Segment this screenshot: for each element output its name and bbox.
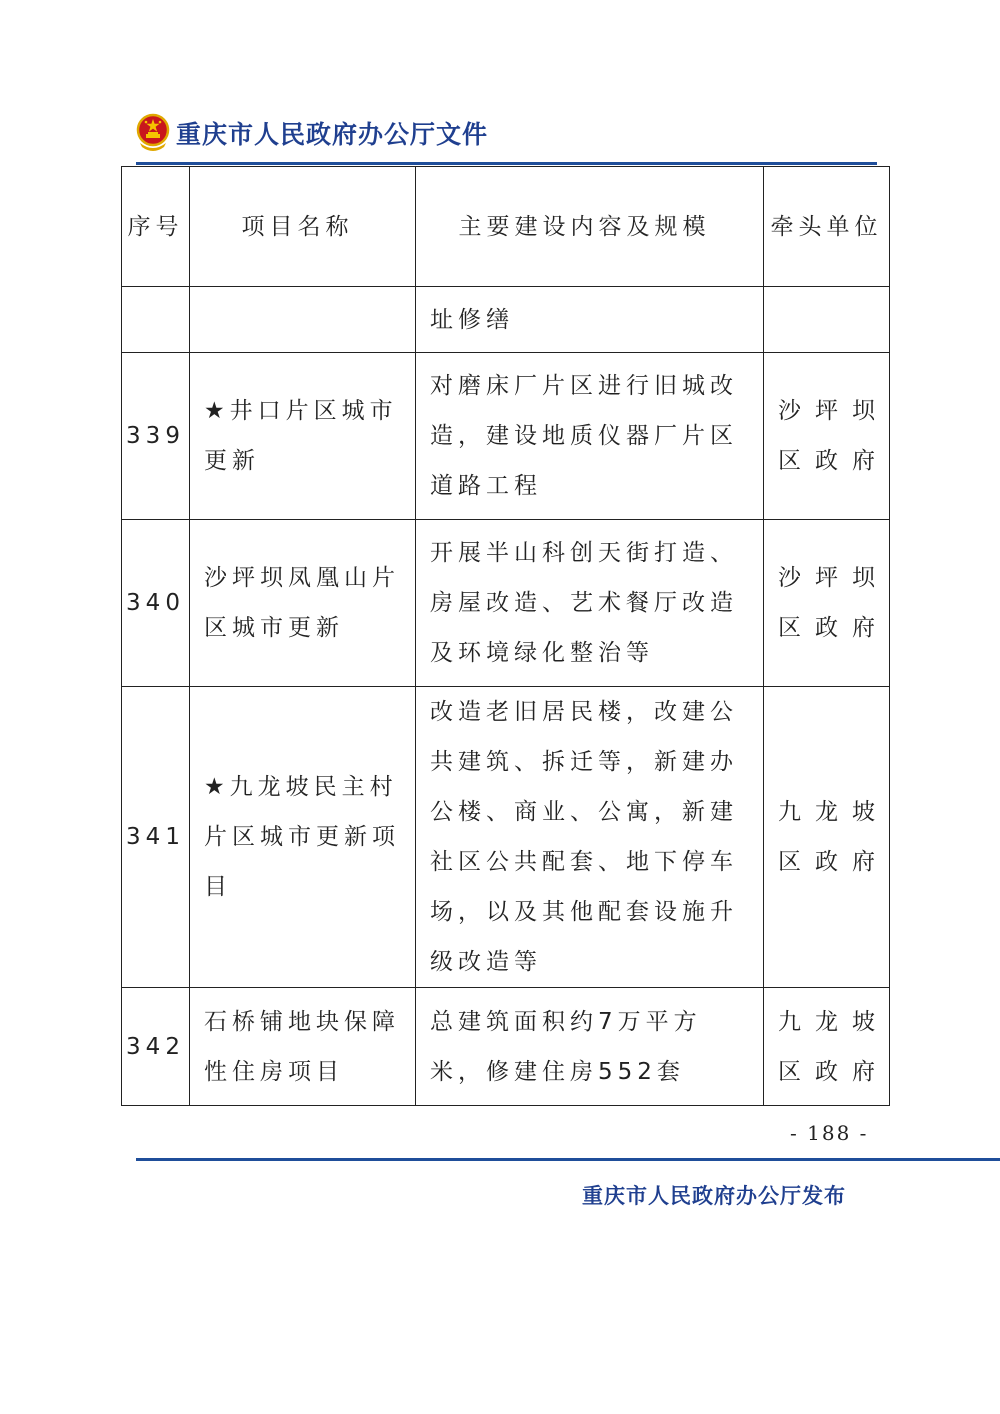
table-row [122,988,890,1106]
row-content: 址修缮 [416,287,764,353]
row-lead [764,520,890,687]
footer-publisher: 重庆市人民政府办公厅发布 [582,1183,846,1208]
row-name: 沙坪坝凤凰山片区城市更新 [190,520,416,687]
row-lead [764,988,890,1106]
header-name: 项目名称 [190,167,416,287]
row-lead-text: 九龙坡区政府 [778,1008,889,1085]
table-row [122,520,890,687]
table-row [122,687,890,988]
header-content: 主要建设内容及规模 [416,167,764,287]
row-num: 340 [122,520,190,687]
row-lead-text: 沙坪坝区政府 [778,398,889,474]
header-num: 序号 [122,167,190,287]
row-num: 339 [122,353,190,520]
header-title: 重庆市人民政府办公厅文件 [176,120,489,149]
row-num: 342 [122,988,190,1106]
row-content: 总建筑面积约7万平方米，修建住房552套 [416,988,764,1106]
row-name: ★九龙坡民主村片区城市更新项目 [190,687,416,988]
header-lead: 牵头单位 [764,167,890,287]
project-table [121,166,890,1106]
row-name [190,287,416,353]
row-content: 改造老旧居民楼，改建公共建筑、拆迁等，新建办公楼、商业、公寓，新建社区公共配套、地下停车场，以及其他配套设施升级改造等 [416,687,764,988]
header-rule [136,162,877,165]
table-row [122,287,890,353]
row-num: 341 [122,687,190,988]
document-header [136,110,488,156]
row-lead [764,687,890,988]
row-content: 对磨床厂片区进行旧城改造，建设地质仪器厂片区道路工程 [416,353,764,520]
row-lead-text: 九龙坡区政府 [778,799,889,875]
row-num [122,287,190,353]
row-name: ★井口片区城市更新 [190,353,416,520]
footer-rule [136,1158,1000,1161]
national-emblem-icon [136,113,170,153]
row-content: 开展半山科创天街打造、房屋改造、艺术餐厅改造及环境绿化整治等 [416,520,764,687]
row-name: 石桥铺地块保障性住房项目 [190,988,416,1106]
row-lead-text: 沙坪坝区政府 [778,565,889,641]
row-lead [764,287,890,353]
page-number: - 188 - [790,1121,869,1145]
table-row [122,353,890,520]
row-lead [764,353,890,520]
table-header-row [122,167,890,287]
